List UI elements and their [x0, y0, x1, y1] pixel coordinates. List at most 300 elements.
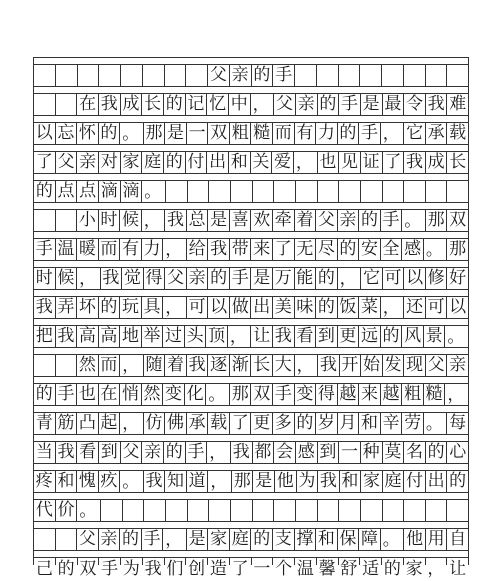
grid-cell: [317, 65, 339, 86]
grid-cell: [318, 181, 340, 202]
grid-cell: [274, 181, 296, 202]
grid-cell: 庭: [383, 471, 405, 492]
grid-cell: 亲: [99, 529, 121, 550]
grid-cell: [318, 500, 340, 521]
grid-cell: 见: [339, 152, 361, 173]
grid-cell: 做: [230, 297, 252, 318]
grid-cell: 是: [361, 94, 383, 115]
grid-cells: [34, 296, 468, 319]
grid-cell: 亲: [187, 268, 209, 289]
grid-cell: 的: [34, 384, 56, 405]
grid-cell: 欢: [251, 210, 273, 231]
grid-cell: 它: [404, 123, 426, 144]
grid-cell: [143, 65, 165, 86]
grid-cell: 岁: [316, 413, 338, 434]
grid-cell: [166, 500, 188, 521]
grid-cell: [56, 210, 78, 231]
grid-cell: 承: [426, 123, 448, 144]
grid-cell: 付: [186, 152, 208, 173]
grid-cell: 顶: [206, 326, 228, 347]
grid-cells: [34, 325, 468, 348]
grid-cell: 父: [274, 94, 296, 115]
grid-cell: 我: [56, 442, 78, 463]
grid-cells: [34, 383, 468, 406]
grid-cell: 关: [251, 152, 273, 173]
grid-cell: 手: [230, 268, 252, 289]
composition-paper: [33, 57, 469, 579]
grid-cell: ，: [426, 558, 448, 565]
grid-cell: [447, 181, 468, 202]
grid-cell: 我: [318, 355, 340, 376]
grid-cell: [296, 500, 318, 521]
grid-cell: [231, 500, 253, 521]
grid-cell: 在: [99, 384, 121, 405]
grid-cell: 觉: [122, 268, 144, 289]
grid-cell: 饭: [338, 297, 360, 318]
grid-cell: 记: [186, 94, 208, 115]
grid-cell: 中: [229, 94, 251, 115]
grid-cell: 我: [101, 268, 123, 289]
text-row: [34, 174, 468, 203]
grid-cell: 价: [56, 500, 78, 521]
grid-cell: 仿: [144, 413, 166, 434]
grid-cell: ，: [338, 268, 362, 289]
grid-cell: 双: [449, 210, 467, 230]
grid-cell: 我: [208, 239, 230, 260]
grid-cell: 可: [187, 297, 209, 318]
grid-cell: 开: [340, 355, 362, 376]
grid-cell: 随: [144, 355, 166, 376]
grid-cell: 得: [144, 268, 166, 289]
grid-cell: [34, 355, 56, 376]
grid-cell: 有: [295, 123, 317, 144]
grid-cell: 万: [273, 268, 295, 289]
grid-cell: 来: [251, 239, 273, 260]
grid-cell: 双: [251, 384, 273, 405]
grid-cell: 莫: [383, 442, 405, 463]
grid-cell: 暖: [77, 239, 99, 260]
grid-cell: 佛: [165, 413, 187, 434]
grid-cell: 出: [251, 297, 273, 318]
grid-cell: 种: [361, 442, 383, 463]
grid-cell: ，: [207, 442, 231, 463]
grid-cell: ，: [208, 471, 232, 492]
grid-cell: 。: [77, 500, 101, 521]
grid-cell: 了: [230, 413, 252, 434]
grid-cell: 了: [230, 558, 252, 565]
grid-cell: 力: [316, 123, 338, 144]
grid-cell: 我: [318, 471, 340, 492]
grid-cell: 了: [34, 152, 56, 173]
grid-cell: 会: [274, 442, 296, 463]
grid-cell: 那: [449, 239, 467, 259]
grid-cells: [34, 354, 468, 377]
grid-cell: [361, 181, 383, 202]
text-row: [34, 522, 468, 551]
grid-cell: [123, 500, 145, 521]
grid-cell: 尽: [316, 239, 338, 260]
grid-cell: 好: [449, 268, 467, 288]
grid-cell: 手: [186, 442, 208, 463]
grid-cell: 化: [185, 384, 207, 405]
grid-cell: 它: [361, 268, 383, 289]
grid-cell: 看: [295, 326, 317, 347]
grid-cell: 了: [383, 152, 405, 173]
grid-cell: [360, 65, 382, 86]
grid-cell: 时: [34, 268, 56, 289]
grid-cell: 能: [295, 268, 317, 289]
grid-cell: [447, 65, 468, 86]
grid-cell: 父: [208, 65, 230, 86]
grid-cell: 是: [253, 471, 275, 492]
grid-cell: 现: [404, 355, 426, 376]
grid-cell: 我: [56, 326, 78, 347]
grid-cell: 我: [404, 152, 426, 173]
grid-cell: 父: [316, 210, 338, 231]
grid-cell: 的: [99, 297, 121, 318]
grid-cell: 的: [449, 471, 467, 491]
grid-cell: [339, 181, 361, 202]
grid-cell: 令: [404, 94, 426, 115]
grid-cell: 味: [295, 297, 317, 318]
grid-cell: 始: [361, 355, 383, 376]
grid-cell: 总: [187, 210, 209, 231]
grid-cell: [34, 210, 56, 231]
grid-cell: 候: [56, 268, 78, 289]
grid-cell: 来: [359, 384, 381, 405]
grid-cell: 手: [56, 384, 78, 405]
grid-cell: 头: [185, 326, 207, 347]
grid-cell: [383, 181, 405, 202]
grid-cell: 手: [339, 94, 361, 115]
grid-cell: 的: [251, 529, 273, 550]
grid-cells: [34, 122, 468, 145]
grid-cell: 我: [165, 210, 187, 231]
grid-cell: [339, 65, 361, 86]
grid-cell: 父: [77, 529, 99, 550]
grid-cell: 渐: [230, 355, 252, 376]
grid-cell: 的: [164, 94, 186, 115]
grid-cell: 和: [56, 471, 78, 492]
grid-cell: 出: [207, 152, 229, 173]
grid-cell: 越: [338, 384, 360, 405]
grid-cell: 更: [338, 326, 360, 347]
grid-cell: [99, 65, 121, 86]
grid-cell: 具: [142, 297, 164, 318]
grid-cell: ，: [295, 355, 319, 376]
text-row: [34, 435, 468, 464]
grid-cell: 自: [449, 529, 467, 549]
grid-cell: 让: [449, 559, 467, 579]
grid-cell: ，: [251, 94, 275, 115]
grid-cell: [56, 65, 78, 86]
grid-cells: [34, 441, 468, 464]
grid-cell: 我: [99, 94, 121, 115]
grid-cells: [34, 499, 468, 522]
grid-cell: 父: [121, 442, 143, 463]
grid-cell: 筋: [56, 413, 78, 434]
grid-cell: 对: [99, 152, 121, 173]
grid-cell: 景: [424, 326, 446, 347]
grid-cell: 点: [56, 181, 78, 202]
grid-cell: [34, 529, 56, 550]
grid-cell: 手: [273, 65, 295, 86]
grid-cell: 舒: [339, 558, 361, 565]
grid-cell: 用: [426, 529, 448, 550]
grid-cell: 更: [251, 413, 273, 434]
grid-cell: 发: [383, 355, 405, 376]
grid-cell: [56, 355, 78, 376]
grid-cell: 而: [273, 123, 295, 144]
grid-cells: [34, 64, 468, 87]
grid-cell: 那: [426, 210, 448, 231]
grid-cell: 和: [340, 471, 362, 492]
text-row: [34, 232, 468, 261]
text-row: [34, 406, 468, 435]
grid-cell: [447, 500, 468, 521]
grid-cell: 载: [208, 413, 230, 434]
grid-cell: 手: [359, 123, 381, 144]
grid-cell: ，: [142, 210, 166, 231]
grid-cells: [34, 470, 468, 493]
grid-cell: 手: [142, 529, 164, 550]
grid-cell: 地: [120, 326, 142, 347]
grid-cell: 牵: [273, 210, 295, 231]
grid-cell: 高: [99, 326, 121, 347]
text-row: [34, 116, 468, 145]
grid-cell: [361, 500, 383, 521]
grid-cell: 以: [404, 268, 426, 289]
grid-cell: 糙: [424, 384, 446, 405]
grid-cell: 疚: [99, 471, 121, 492]
grid-cell: 看: [77, 442, 99, 463]
grid-cell: [383, 500, 405, 521]
grid-cell: 庭: [230, 529, 252, 550]
grid-cell: 家: [361, 471, 383, 492]
grid-cell: ，: [447, 385, 465, 405]
grid-cell: 变: [163, 384, 185, 405]
grid-cell: 的: [381, 326, 403, 347]
grid-cells: [34, 180, 468, 203]
grid-cell: 的: [316, 297, 338, 318]
grid-cell: 。: [120, 123, 144, 144]
grid-cell: 父: [56, 152, 78, 173]
grid-cell: 而: [99, 355, 121, 376]
grid-cell: [144, 500, 166, 521]
grid-cell: [426, 181, 448, 202]
grid-cell: 给: [187, 239, 209, 260]
grid-cell: [209, 181, 231, 202]
grid-cell: 造: [208, 558, 230, 565]
text-row: [34, 493, 468, 522]
grid-cell: 着: [295, 210, 317, 231]
grid-cell: ，: [163, 239, 187, 260]
grid-cell: 到: [99, 442, 121, 463]
grid-cell: 一: [187, 123, 209, 144]
grid-cell: 付: [404, 471, 426, 492]
grid-cell: 可: [426, 297, 448, 318]
grid-cell: 的: [338, 123, 360, 144]
grid-cell: 那: [144, 123, 166, 144]
grid-cell: 的: [120, 529, 142, 550]
grid-cell: 。: [402, 210, 426, 231]
grid-cell: 辛: [381, 413, 403, 434]
grid-cells: [34, 238, 468, 261]
grid-cell: 的: [426, 442, 448, 463]
grid-cell: [209, 500, 231, 521]
grid-cell: 一: [252, 558, 274, 565]
grid-cell: [382, 65, 404, 86]
grid-cell: 是: [165, 123, 187, 144]
grid-cell: 以: [449, 297, 467, 317]
grid-cell: [231, 181, 253, 202]
grid-cell: 坏: [77, 297, 99, 318]
grid-cell: [34, 94, 56, 115]
grid-cell: 为: [297, 471, 319, 492]
grid-cell: 我: [231, 442, 253, 463]
text-row: [34, 145, 468, 174]
grid-cell: 让: [251, 326, 273, 347]
grid-cell: 爱: [272, 152, 294, 173]
grid-cell: 都: [253, 442, 275, 463]
grid-cell: 到: [316, 326, 338, 347]
grid-cell: 承: [187, 413, 209, 434]
text-row-cut-off: [34, 551, 468, 579]
grid-cell: 时: [99, 210, 121, 231]
grid-cell: [404, 500, 426, 521]
grid-cell: ，: [228, 326, 252, 347]
text-row: [34, 319, 468, 348]
grid-cell: 喜: [230, 210, 252, 231]
grid-cell: 心: [449, 442, 467, 462]
grid-cell: 怀: [77, 123, 99, 144]
grid-cell: 我: [143, 558, 165, 565]
grid-cell: 变: [295, 384, 317, 405]
grid-cell: 是: [208, 210, 230, 231]
grid-cell: 手: [34, 239, 56, 260]
grid-cell: 温: [56, 239, 78, 260]
grid-cell: [188, 500, 210, 521]
text-row: [34, 290, 468, 319]
grid-cell: 劳: [402, 413, 424, 434]
grid-cell: 候: [120, 210, 142, 231]
grid-cell: 双: [208, 123, 230, 144]
text-row: [34, 261, 468, 290]
grid-cell: 的: [316, 268, 338, 289]
grid-cell: [426, 65, 448, 86]
grid-cell: [274, 500, 296, 521]
grid-cell: 的: [338, 239, 360, 260]
grid-cell: 悄: [120, 384, 142, 405]
grid-cell: 。: [424, 413, 448, 434]
grid-cell: 亲: [142, 442, 164, 463]
grid-cell: 菜: [359, 297, 381, 318]
grid-cell: 。: [381, 529, 405, 550]
grid-cell: 和: [359, 413, 381, 434]
grid-cell: 名: [404, 442, 426, 463]
grid-cell: 高: [77, 326, 99, 347]
grid-cell: [101, 500, 123, 521]
grid-cell: 我: [187, 355, 209, 376]
grid-cell: 长: [449, 152, 467, 172]
grid-cell: 长: [251, 355, 273, 376]
grid-cell: 载: [449, 123, 467, 143]
grid-cell: 美: [273, 297, 295, 318]
grid-cell: 着: [165, 355, 187, 376]
grid-cell: 愧: [77, 471, 99, 492]
grid-cell: 手: [99, 558, 121, 565]
grid-cell: 粗: [402, 384, 424, 405]
grid-cell: 。: [120, 471, 144, 492]
grid-cell: 出: [426, 471, 448, 492]
grid-cell: 得: [316, 384, 338, 405]
grid-cell: [404, 181, 426, 202]
grid-cell: 风: [402, 326, 424, 347]
grid-cell: 保: [338, 529, 360, 550]
grid-cell: 每: [449, 413, 467, 433]
grid-cell: 是: [251, 268, 273, 289]
grid-cell: 了: [273, 239, 295, 260]
grid-cell: 糙: [251, 123, 273, 144]
grid-cells: [34, 267, 468, 290]
grid-cell: 撑: [295, 529, 317, 550]
grid-cells: [34, 557, 468, 579]
grid-cell: 的: [56, 558, 78, 565]
grid-cell: 感: [296, 442, 318, 463]
grid-cell: 最: [383, 94, 405, 115]
grid-cell: 一: [339, 442, 361, 463]
grid-cell: 的: [318, 94, 340, 115]
grid-cells: [34, 93, 468, 116]
grid-cell: 我: [34, 297, 56, 318]
grid-cell: 己: [34, 558, 56, 565]
grid-cell: 在: [77, 94, 99, 115]
grid-cell: [253, 181, 275, 202]
grid-cell: 他: [404, 529, 426, 550]
grid-cell: 到: [318, 442, 340, 463]
grid-cell: 父: [426, 355, 448, 376]
grid-cell: 把: [34, 326, 56, 347]
grid-cell: 忆: [207, 94, 229, 115]
grid-cell: 他: [275, 471, 297, 492]
grid-cell: 知: [165, 471, 187, 492]
grid-cell: 凸: [77, 413, 99, 434]
grid-cell: ，: [120, 413, 144, 434]
grid-cell: 也: [77, 384, 99, 405]
grid-cell: 修: [426, 268, 448, 289]
grid-cell: 月: [338, 413, 360, 434]
grid-cell: ，: [77, 268, 101, 289]
grid-cell: 全: [381, 239, 403, 260]
grid-cell: 越: [381, 384, 403, 405]
grid-cell: [253, 500, 275, 521]
grid-cell: 手: [381, 210, 403, 231]
grid-cell: 馨: [317, 558, 339, 565]
grid-cell: 可: [383, 268, 405, 289]
grid-cell: 亲: [338, 210, 360, 231]
grid-cell: 以: [208, 297, 230, 318]
grid-cell: 。: [447, 327, 465, 347]
grid-cell: 的: [252, 65, 274, 86]
grid-cell: [295, 65, 317, 86]
grid-cell: 感: [402, 239, 424, 260]
grid-cell: 证: [361, 152, 383, 173]
grid-cell: 创: [186, 558, 208, 565]
grid-cell: 我: [144, 471, 166, 492]
grid-cell: [296, 181, 318, 202]
grid-cell: 玩: [120, 297, 142, 318]
grid-cell: 。: [142, 181, 166, 202]
